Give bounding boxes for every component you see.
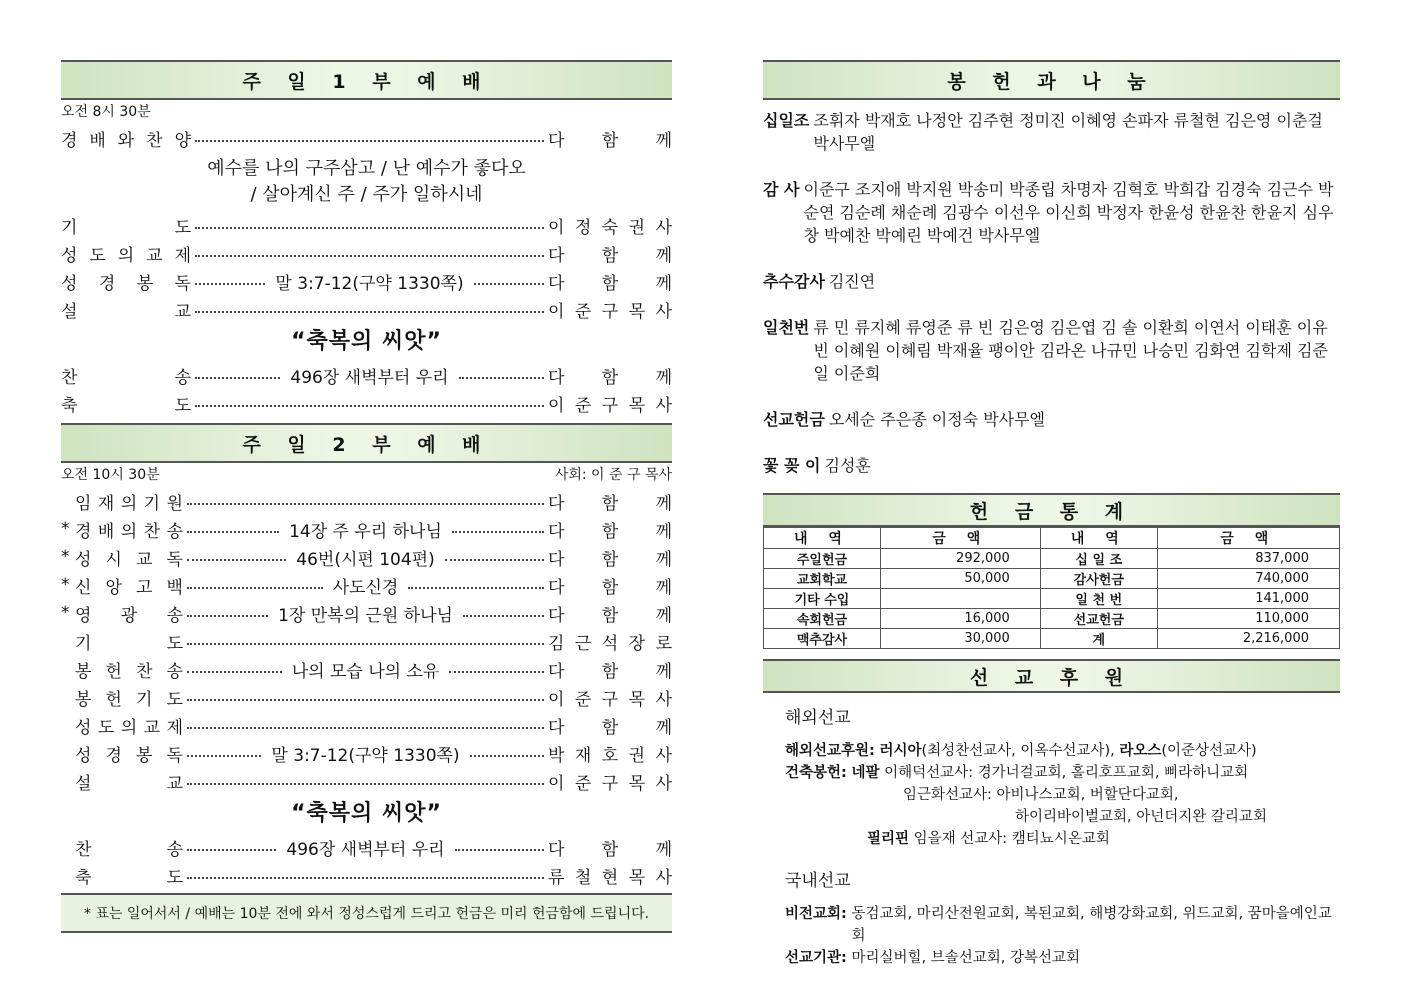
nepal-line-3: 하이리바이벌교회, 아넌더지완 갈리교회 (1015, 809, 1267, 825)
stats-amount: 292,000 (880, 549, 1040, 569)
leader-dots (463, 615, 544, 617)
leader-dots (445, 559, 544, 561)
stats-amount (880, 589, 1040, 609)
order-row (61, 124, 672, 152)
offering-column (763, 60, 1340, 969)
nepal-line-1: 이해덕선교사: 경가너걸교회, 홀리호프교회, 삐라하니교회 (884, 765, 1249, 781)
leader-dots (195, 405, 544, 407)
vision-church-line (785, 903, 1340, 947)
order-row (61, 267, 672, 295)
russia-missionaries: (최성찬선교사, 이옥수선교사), (921, 743, 1115, 759)
order-row (61, 295, 672, 323)
mission-org-line (785, 947, 1340, 969)
stats-item: 맥추감사 (764, 629, 881, 649)
offering-category: 십일조 (763, 111, 810, 130)
order-leader: 다 함 께 (548, 549, 672, 570)
order-leader: 다 함 께 (548, 273, 672, 294)
stats-row (764, 609, 1340, 629)
order-row (61, 627, 672, 655)
building-label: 건축봉헌: (785, 765, 847, 781)
offering-title: 봉 헌 과 나 눔 (763, 60, 1340, 100)
order-row (61, 571, 672, 599)
offering-names: 오세순 주은종 이정숙 박사무엘 (828, 410, 1046, 429)
leader-dots (187, 671, 282, 673)
order-label: 봉 헌 기 도 (75, 689, 183, 710)
service1-order-b (61, 211, 672, 323)
offering-stats-table (763, 527, 1340, 649)
offering-group (763, 108, 1340, 154)
order-label: 축 도 (61, 395, 191, 416)
order-row (61, 833, 672, 861)
order-detail: 46번(시편 104편) (296, 549, 435, 570)
offering-category: 꽃 꽂 이 (763, 456, 821, 475)
stats-header: 금 액 (1157, 528, 1339, 549)
order-row (61, 361, 672, 389)
standing-mark: * (61, 547, 70, 567)
order-row (61, 487, 672, 515)
order-label: 기 도 (75, 633, 183, 654)
praise-songs (61, 152, 672, 211)
order-row (61, 683, 672, 711)
stats-header: 내 역 (764, 528, 881, 549)
service1-title: 주 일 1 부 예 배 (61, 60, 672, 100)
standing-mark: * (61, 519, 70, 539)
stats-item: 교회학교 (764, 569, 881, 589)
country-russia: 러시아 (879, 743, 922, 759)
order-detail: 1장 만복의 근원 하나님 (278, 605, 453, 626)
stats-amount: 2,216,000 (1157, 629, 1339, 649)
service1-sermon-title: “축복의 씨앗” (291, 329, 442, 354)
vision-text: 동검교회, 마리산전원교회, 복된교회, 해병강화교회, 위드교회, 꿈마을예인교회 (851, 906, 1332, 944)
order-label: 설 교 (61, 301, 191, 322)
order-row (61, 211, 672, 239)
stats-amount: 837,000 (1157, 549, 1339, 569)
laos-missionary: (이준상선교사) (1161, 743, 1257, 759)
order-label: 설 교 (75, 773, 183, 794)
order-label: 영 광 송 (75, 605, 183, 626)
order-leader: 다 함 께 (548, 577, 673, 598)
offering-category: 선교헌금 (763, 410, 825, 429)
country-nepal: 네팔 (851, 765, 880, 781)
order-row (61, 655, 672, 683)
service1-order-c (61, 361, 672, 417)
stats-title: 헌 금 통 계 (763, 493, 1340, 527)
stats-row (764, 589, 1340, 609)
building-line-1 (785, 762, 1340, 784)
stats-item: 선교헌금 (1040, 609, 1157, 629)
stats-header: 금 액 (880, 528, 1040, 549)
service1-time-row (61, 100, 672, 124)
order-label: 성 도 의 교 제 (61, 245, 191, 266)
order-leader: 김 근 석 장 로 (548, 633, 672, 654)
vision-label: 비전교회: (785, 906, 847, 922)
leader-dots (187, 755, 261, 757)
stats-amount: 740,000 (1157, 569, 1339, 589)
leader-dots (187, 503, 544, 505)
stats-item: 감사헌금 (1040, 569, 1157, 589)
offering-group (763, 315, 1340, 384)
order-detail: 나의 모습 나의 소유 (291, 661, 440, 682)
stats-amount: 141,000 (1157, 589, 1339, 609)
order-leader: 다 함 께 (548, 367, 672, 388)
service1-time: 오전 8시 30분 (61, 104, 151, 120)
order-label: 축 도 (75, 867, 183, 888)
country-philippines: 필리핀 (867, 831, 910, 847)
country-laos: 라오스 (1119, 743, 1162, 759)
stats-amount: 30,000 (880, 629, 1040, 649)
order-label: 찬 송 (75, 839, 183, 860)
service1-order-a (61, 124, 672, 152)
order-label: 경 배 의 찬 송 (75, 521, 183, 542)
leader-dots (187, 559, 286, 561)
order-detail: 14장 주 우리 하나님 (289, 521, 442, 542)
stats-item: 일 천 번 (1040, 589, 1157, 609)
order-leader: 다 함 께 (548, 661, 672, 682)
order-row (61, 239, 672, 267)
leader-dots (195, 227, 544, 229)
service2-time-row (61, 463, 672, 487)
standing-mark: * (61, 603, 70, 623)
stats-amount: 50,000 (880, 569, 1040, 589)
order-leader: 다 함 께 (548, 493, 672, 514)
stats-item: 십 일 조 (1040, 549, 1157, 569)
order-label: 성 경 봉 독 (61, 273, 191, 294)
worship-order-column (61, 60, 672, 933)
offering-group (763, 177, 1340, 246)
order-leader: 박 재 호 권 사 (548, 745, 672, 766)
service2-title: 주 일 2 부 예 배 (61, 423, 672, 463)
order-label: 찬 송 (61, 367, 191, 388)
philippines-line (785, 828, 1340, 850)
order-leader: 이 준 구 목 사 (548, 395, 672, 416)
stats-row (764, 629, 1340, 649)
order-label: 기 도 (61, 217, 191, 238)
overseas-support-line (785, 740, 1340, 762)
order-row (61, 767, 672, 795)
offering-group (763, 269, 1340, 292)
order-leader: 다 함 께 (548, 717, 672, 738)
order-label: 성 시 교 독 (75, 549, 183, 570)
order-detail: 말 3:7-12(구약 1330쪽) (275, 273, 464, 294)
leader-dots (195, 377, 280, 379)
order-row (61, 861, 672, 889)
offering-category: 감 사 (763, 180, 800, 199)
leader-dots (187, 587, 323, 589)
offering-names: 이준구 조지애 박지원 박송미 박종립 차명자 김혁호 박희갑 김경숙 김근수 박순연 김순례 채순례 김광수 이선우 이신희 박정자 한윤성 한윤찬 한윤지 심우창 박예찬 박예린 박예건 박사무엘 (803, 180, 1334, 245)
order-leader: 다 함 께 (548, 130, 672, 151)
building-line-3 (785, 806, 1340, 828)
order-leader: 이 준 구 목 사 (548, 773, 672, 794)
offering-category: 일천번 (763, 318, 810, 337)
nepal-line-2: 임근화선교사: 아비나스교회, 버할단다교회, (903, 787, 1179, 803)
overseas-heading: 해외선교 (785, 708, 851, 728)
service2-host: 사회: 이 준 구 목사 (554, 467, 672, 483)
stats-item: 계 (1040, 629, 1157, 649)
leader-dots (187, 783, 544, 785)
leader-dots (452, 531, 544, 533)
leader-dots (187, 643, 544, 645)
offering-group (763, 407, 1340, 430)
overseas-label: 해외선교후원: (785, 743, 875, 759)
order-label: 성 경 봉 독 (75, 745, 183, 766)
stats-item: 속회헌금 (764, 609, 881, 629)
stats-amount: 16,000 (880, 609, 1040, 629)
leader-dots (187, 531, 279, 533)
order-row (61, 543, 672, 571)
philippines-text: 임을재 선교사: 캠티뇨시온교회 (913, 831, 1110, 847)
leader-dots (195, 283, 265, 285)
leader-dots (455, 849, 544, 851)
order-label: 성 도 의 교 제 (75, 717, 183, 738)
praise-line: 예수를 나의 구주삼고 / 난 예수가 좋다오 (207, 158, 526, 179)
order-detail: 사도신경 (332, 577, 399, 598)
order-leader: 다 함 께 (548, 605, 673, 626)
building-line-2 (785, 784, 1340, 806)
leader-dots (187, 727, 544, 729)
standing-mark: * (61, 575, 70, 595)
order-label: 경 배 와 찬 양 (61, 130, 191, 151)
offering-names: 김진연 (828, 272, 876, 291)
org-label: 선교기관: (785, 950, 847, 966)
leader-dots (187, 699, 544, 701)
order-leader: 다 함 께 (548, 245, 672, 266)
order-label: 임 재 의 기 원 (75, 493, 183, 514)
offering-list (763, 100, 1340, 476)
order-row (61, 515, 672, 543)
order-label: 봉 헌 찬 송 (75, 661, 183, 682)
offering-group (763, 453, 1340, 476)
leader-dots (449, 671, 544, 673)
order-row (61, 739, 672, 767)
order-leader: 이 정 숙 권 사 (548, 217, 672, 238)
stats-row (764, 569, 1340, 589)
order-leader: 이 준 구 목 사 (548, 689, 672, 710)
offering-names: 김성훈 (824, 456, 871, 475)
leader-dots (470, 755, 544, 757)
order-detail: 496장 새벽부터 우리 (290, 367, 449, 388)
leader-dots (459, 377, 544, 379)
offering-names: 류 민 류지혜 류영준 류 빈 김은영 김은엽 김 솔 이환희 이연서 이태훈 이유빈 이혜원 이혜림 박재율 팽이안 김라온 나규민 나승민 김화연 김학제 김준일 이준희 (813, 318, 1328, 383)
order-row (61, 599, 672, 627)
stats-row (764, 549, 1340, 569)
notice-banner: * 표는 일어서서 / 예배는 10분 전에 와서 정성스럽게 드리고 헌금은 미리 헌금함에 드립니다. (61, 893, 672, 933)
order-leader: 이 준 구 목 사 (548, 301, 672, 322)
offering-names: 조휘자 박재호 나정안 김주현 정미진 이혜영 손파자 류철현 김은영 이춘걸 박사무엘 (813, 111, 1323, 153)
service2-time: 오전 10시 30분 (61, 467, 160, 483)
leader-dots (474, 283, 544, 285)
leader-dots (195, 255, 544, 257)
stats-header-row (764, 528, 1340, 549)
stats-amount: 110,000 (1157, 609, 1339, 629)
order-leader: 다 함 께 (548, 521, 672, 542)
stats-item: 주일헌금 (764, 549, 881, 569)
order-row (61, 389, 672, 417)
leader-dots (408, 587, 544, 589)
order-detail: 말 3:7-12(구약 1330쪽) (271, 745, 460, 766)
order-row (61, 711, 672, 739)
mission-section (763, 703, 1340, 969)
order-leader: 류 철 현 목 사 (548, 867, 672, 888)
order-label: 신 앙 고 백 (75, 577, 183, 598)
leader-dots (187, 849, 276, 851)
praise-line: / 살아계신 주 / 주가 일하시네 (250, 184, 483, 205)
order-detail: 496장 새벽부터 우리 (286, 839, 445, 860)
mission-title: 선 교 후 원 (763, 659, 1340, 693)
stats-header: 내 역 (1040, 528, 1157, 549)
domestic-heading: 국내선교 (785, 871, 851, 891)
order-leader: 다 함 께 (548, 839, 672, 860)
offering-category: 추수감사 (763, 272, 825, 291)
service2-sermon-title: “축복의 씨앗” (291, 801, 442, 826)
leader-dots (187, 877, 544, 879)
leader-dots (195, 140, 544, 142)
org-text: 마리실버힐, 브솔선교회, 강복선교회 (851, 950, 1080, 966)
service2-order-a (61, 487, 672, 795)
leader-dots (195, 311, 544, 313)
stats-item: 기타 수입 (764, 589, 881, 609)
service2-order-b (61, 833, 672, 889)
leader-dots (187, 615, 268, 617)
